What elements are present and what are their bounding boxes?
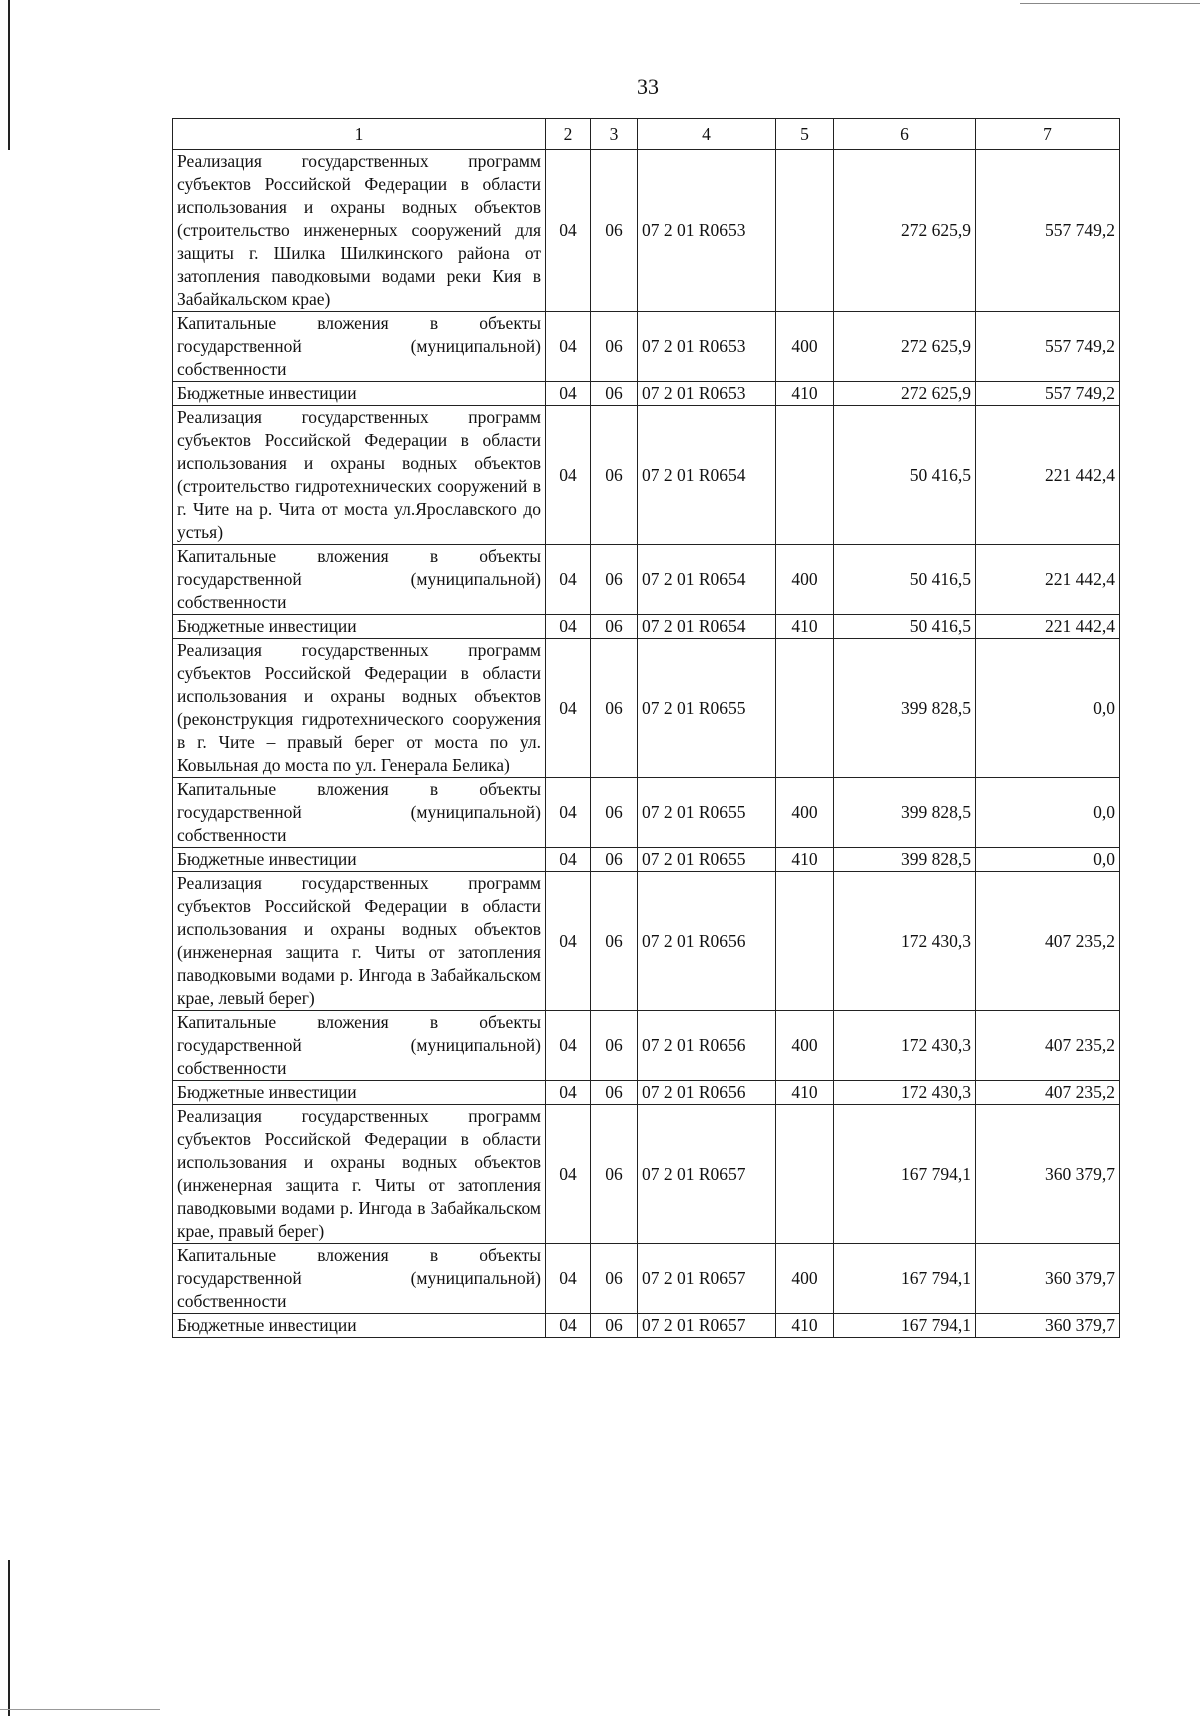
row-name-cell: Бюджетные инвестиции xyxy=(173,848,546,872)
table-row xyxy=(173,1314,1120,1338)
amount-year1-cell: 50 416,5 xyxy=(834,615,976,639)
section-code-cell: 04 xyxy=(546,545,591,615)
scan-edge-mark xyxy=(1020,3,1200,4)
amount-year1-cell: 399 828,5 xyxy=(834,639,976,778)
row-name-cell: Капитальные вложения в объекты государственной (муниципальной) собственности xyxy=(173,545,546,615)
subsection-code-cell: 06 xyxy=(591,406,638,545)
amount-year2-cell: 407 235,2 xyxy=(976,872,1120,1011)
target-article-cell: 07 2 01 R0654 xyxy=(638,615,776,639)
subsection-code-cell: 06 xyxy=(591,150,638,312)
section-code-cell: 04 xyxy=(546,848,591,872)
subsection-code-cell: 06 xyxy=(591,1011,638,1081)
table-header-row xyxy=(173,119,1120,150)
row-name-cell: Капитальные вложения в объекты государственной (муниципальной) собственности xyxy=(173,1244,546,1314)
amount-year1-cell: 50 416,5 xyxy=(834,545,976,615)
row-name-cell: Реализация государственных программ субъектов Российской Федерации в области использования и охраны водных объектов (строительство гидротехнических сооружений в г. Чите на р. Чита от моста ул.Ярославского до устья) xyxy=(173,406,546,545)
amount-year2-cell: 360 379,7 xyxy=(976,1244,1120,1314)
target-article-cell: 07 2 01 R0653 xyxy=(638,150,776,312)
expense-type-cell xyxy=(776,1105,834,1244)
section-code-cell: 04 xyxy=(546,1244,591,1314)
target-article-cell: 07 2 01 R0655 xyxy=(638,639,776,778)
scan-edge-mark xyxy=(8,1560,10,1716)
amount-year2-cell: 557 749,2 xyxy=(976,312,1120,382)
amount-year2-cell: 0,0 xyxy=(976,639,1120,778)
column-header: 4 xyxy=(638,119,776,150)
amount-year1-cell: 272 625,9 xyxy=(834,382,976,406)
section-code-cell: 04 xyxy=(546,778,591,848)
target-article-cell: 07 2 01 R0655 xyxy=(638,848,776,872)
section-code-cell: 04 xyxy=(546,382,591,406)
table-row xyxy=(173,848,1120,872)
column-header: 6 xyxy=(834,119,976,150)
column-header: 1 xyxy=(173,119,546,150)
expense-type-cell: 410 xyxy=(776,848,834,872)
expense-type-cell: 400 xyxy=(776,1011,834,1081)
column-header: 5 xyxy=(776,119,834,150)
expense-type-cell: 410 xyxy=(776,615,834,639)
section-code-cell: 04 xyxy=(546,1011,591,1081)
target-article-cell: 07 2 01 R0657 xyxy=(638,1244,776,1314)
table-row xyxy=(173,545,1120,615)
amount-year1-cell: 50 416,5 xyxy=(834,406,976,545)
section-code-cell: 04 xyxy=(546,872,591,1011)
amount-year1-cell: 167 794,1 xyxy=(834,1105,976,1244)
section-code-cell: 04 xyxy=(546,1081,591,1105)
row-name-cell: Капитальные вложения в объекты государственной (муниципальной) собственности xyxy=(173,778,546,848)
column-header: 7 xyxy=(976,119,1120,150)
row-name-cell: Реализация государственных программ субъектов Российской Федерации в области использования и охраны водных объектов (строительство инженерных сооружений для защиты г. Шилка Шилкинского района от затопления паводковыми водами реки Кия в Забайкальском крае) xyxy=(173,150,546,312)
amount-year1-cell: 172 430,3 xyxy=(834,1011,976,1081)
amount-year1-cell: 272 625,9 xyxy=(834,312,976,382)
amount-year1-cell: 272 625,9 xyxy=(834,150,976,312)
target-article-cell: 07 2 01 R0655 xyxy=(638,778,776,848)
amount-year2-cell: 557 749,2 xyxy=(976,150,1120,312)
column-header: 2 xyxy=(546,119,591,150)
subsection-code-cell: 06 xyxy=(591,312,638,382)
amount-year2-cell: 360 379,7 xyxy=(976,1105,1120,1244)
table-row xyxy=(173,1081,1120,1105)
table-row xyxy=(173,1244,1120,1314)
table-row xyxy=(173,778,1120,848)
row-name-cell: Реализация государственных программ субъектов Российской Федерации в области использования и охраны водных объектов (реконструкция гидротехнического сооружения в г. Чите – правый берег от моста по ул. Ковыльная до моста по ул. Генерала Белика) xyxy=(173,639,546,778)
expense-type-cell xyxy=(776,150,834,312)
page-number: 33 xyxy=(637,74,659,99)
subsection-code-cell: 06 xyxy=(591,615,638,639)
target-article-cell: 07 2 01 R0653 xyxy=(638,382,776,406)
table-row xyxy=(173,1011,1120,1081)
amount-year1-cell: 167 794,1 xyxy=(834,1244,976,1314)
amount-year2-cell: 221 442,4 xyxy=(976,545,1120,615)
section-code-cell: 04 xyxy=(546,1105,591,1244)
row-name-cell: Капитальные вложения в объекты государственной (муниципальной) собственности xyxy=(173,312,546,382)
target-article-cell: 07 2 01 R0656 xyxy=(638,1011,776,1081)
amount-year2-cell: 407 235,2 xyxy=(976,1011,1120,1081)
expense-type-cell: 410 xyxy=(776,382,834,406)
amount-year1-cell: 399 828,5 xyxy=(834,778,976,848)
column-header: 3 xyxy=(591,119,638,150)
subsection-code-cell: 06 xyxy=(591,639,638,778)
amount-year2-cell: 557 749,2 xyxy=(976,382,1120,406)
table-row xyxy=(173,150,1120,312)
expense-type-cell: 400 xyxy=(776,1244,834,1314)
subsection-code-cell: 06 xyxy=(591,872,638,1011)
amount-year2-cell: 0,0 xyxy=(976,848,1120,872)
row-name-cell: Бюджетные инвестиции xyxy=(173,382,546,406)
target-article-cell: 07 2 01 R0653 xyxy=(638,312,776,382)
target-article-cell: 07 2 01 R0656 xyxy=(638,872,776,1011)
table-row xyxy=(173,639,1120,778)
amount-year2-cell: 221 442,4 xyxy=(976,406,1120,545)
subsection-code-cell: 06 xyxy=(591,1244,638,1314)
section-code-cell: 04 xyxy=(546,150,591,312)
scan-edge-mark xyxy=(0,1709,160,1710)
amount-year1-cell: 172 430,3 xyxy=(834,872,976,1011)
row-name-cell: Капитальные вложения в объекты государственной (муниципальной) собственности xyxy=(173,1011,546,1081)
table-row xyxy=(173,1105,1120,1244)
section-code-cell: 04 xyxy=(546,615,591,639)
section-code-cell: 04 xyxy=(546,312,591,382)
subsection-code-cell: 06 xyxy=(591,1105,638,1244)
expense-type-cell: 410 xyxy=(776,1081,834,1105)
expense-type-cell: 400 xyxy=(776,778,834,848)
row-name-cell: Реализация государственных программ субъектов Российской Федерации в области использования и охраны водных объектов (инженерная защита г. Читы от затопления паводковыми водами р. Ингода в Забайкальском крае, правый берег) xyxy=(173,1105,546,1244)
budget-table xyxy=(172,118,1120,1338)
target-article-cell: 07 2 01 R0654 xyxy=(638,545,776,615)
section-code-cell: 04 xyxy=(546,1314,591,1338)
expense-type-cell xyxy=(776,406,834,545)
amount-year1-cell: 167 794,1 xyxy=(834,1314,976,1338)
expense-type-cell: 400 xyxy=(776,545,834,615)
table-row xyxy=(173,406,1120,545)
table-row xyxy=(173,872,1120,1011)
subsection-code-cell: 06 xyxy=(591,545,638,615)
amount-year2-cell: 0,0 xyxy=(976,778,1120,848)
amount-year2-cell: 407 235,2 xyxy=(976,1081,1120,1105)
subsection-code-cell: 06 xyxy=(591,848,638,872)
row-name-cell: Бюджетные инвестиции xyxy=(173,1081,546,1105)
target-article-cell: 07 2 01 R0656 xyxy=(638,1081,776,1105)
section-code-cell: 04 xyxy=(546,639,591,778)
target-article-cell: 07 2 01 R0657 xyxy=(638,1105,776,1244)
subsection-code-cell: 06 xyxy=(591,1314,638,1338)
row-name-cell: Бюджетные инвестиции xyxy=(173,615,546,639)
table-row xyxy=(173,615,1120,639)
target-article-cell: 07 2 01 R0654 xyxy=(638,406,776,545)
subsection-code-cell: 06 xyxy=(591,382,638,406)
amount-year2-cell: 360 379,7 xyxy=(976,1314,1120,1338)
expense-type-cell xyxy=(776,872,834,1011)
expense-type-cell xyxy=(776,639,834,778)
table-row xyxy=(173,312,1120,382)
table-row xyxy=(173,382,1120,406)
row-name-cell: Бюджетные инвестиции xyxy=(173,1314,546,1338)
section-code-cell: 04 xyxy=(546,406,591,545)
amount-year1-cell: 172 430,3 xyxy=(834,1081,976,1105)
target-article-cell: 07 2 01 R0657 xyxy=(638,1314,776,1338)
expense-type-cell: 410 xyxy=(776,1314,834,1338)
amount-year1-cell: 399 828,5 xyxy=(834,848,976,872)
amount-year2-cell: 221 442,4 xyxy=(976,615,1120,639)
subsection-code-cell: 06 xyxy=(591,1081,638,1105)
expense-type-cell: 400 xyxy=(776,312,834,382)
row-name-cell: Реализация государственных программ субъектов Российской Федерации в области использования и охраны водных объектов (инженерная защита г. Читы от затопления паводковыми водами р. Ингода в Забайкальском крае, левый берег) xyxy=(173,872,546,1011)
subsection-code-cell: 06 xyxy=(591,778,638,848)
